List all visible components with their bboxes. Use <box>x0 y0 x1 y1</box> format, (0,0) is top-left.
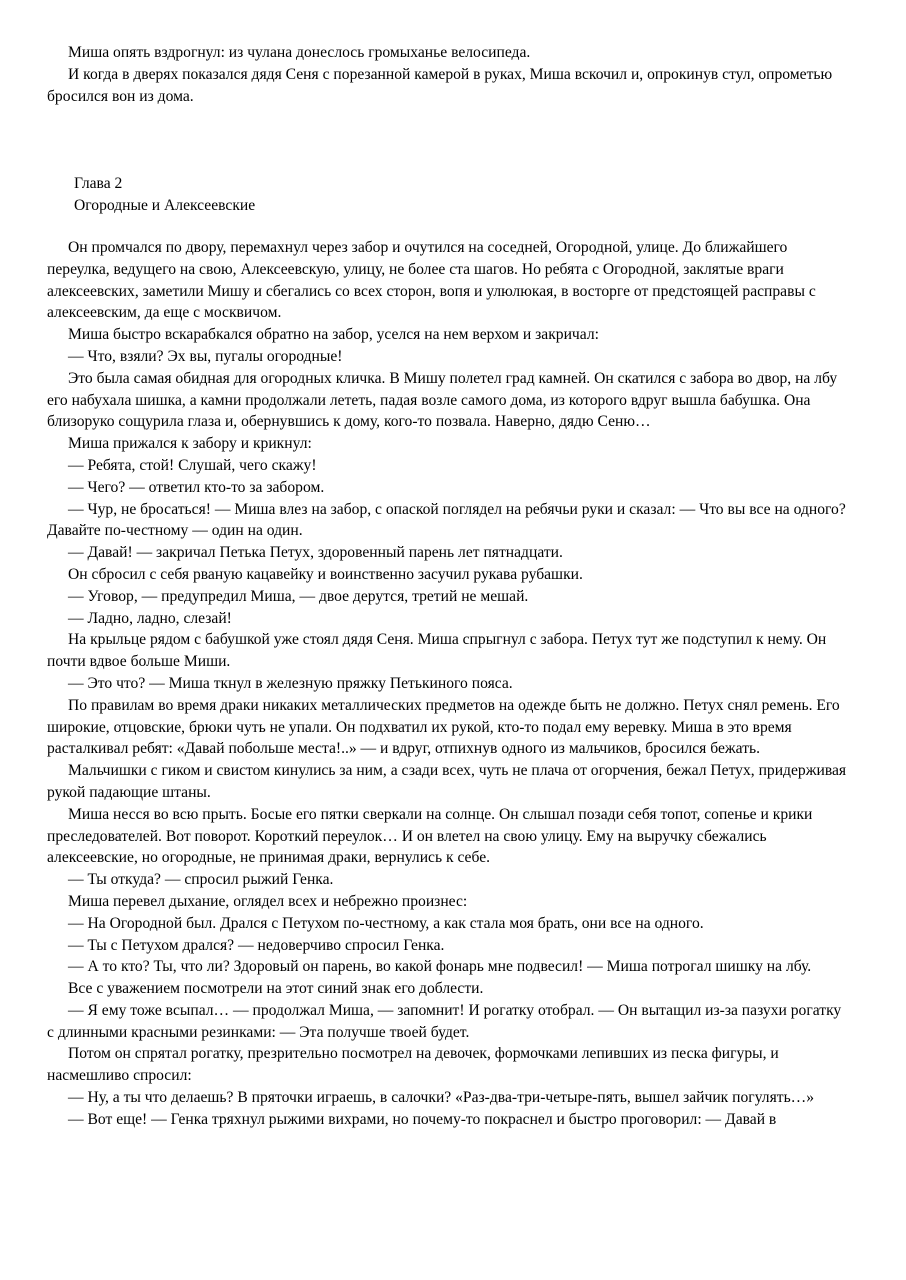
paragraph: — Давай! — закричал Петька Петух, здоровенный парень лет пятнадцати. <box>68 544 563 562</box>
paragraph: — На Огородной был. Дрался с Петухом по-честному, а как стала моя брать, они все на одного. <box>68 914 704 932</box>
paragraph: — Ты с Петухом дрался? — недоверчиво спросил Генка. <box>68 936 445 954</box>
paragraph: Это была самая обидная для огородных кличка. В Мишу полетел град камней. Он скатился с забора во двор, на лбу его набухала шишка, а камни продолжали лететь, падая возле самого дома, из которого вдруг вышла бабушка. Она близоруко сощурила глаза и, обернувшись к дому, кого-то позвала. Наверно, дядю Сеню… <box>47 369 838 431</box>
paragraph: Миша несся во всю прыть. Босые его пятки сверкали на солнце. Он слышал позади себя топот, сопенье и крики преследователей. Вот поворот. Короткий переулок… И он влетел на свою улицу. Ему на выручку сбежались алексеевские, но огородные, не принимая драки, вернулись к себе. <box>47 805 813 867</box>
paragraph: — Ну, а ты что делаешь? В пряточки играешь, в салочки? «Раз-два-три-четыре-пять, вышел зайчик погулять…» <box>68 1089 815 1107</box>
top-text-block <box>47 42 852 107</box>
paragraph: И когда в дверях показался дядя Сеня с порезанной камерой в руках, Миша вскочил и, опрокинув стул, опрометью бросился вон из дома. <box>47 65 833 105</box>
paragraph: — Ладно, ладно, слезай! <box>68 609 232 627</box>
paragraph: Потом он спрятал рогатку, презрительно посмотрел на девочек, формочками лепивших из песка фигуры, и насмешливо спросил: <box>47 1045 779 1085</box>
chapter-number: Глава 2 <box>74 175 123 192</box>
paragraph: По правилам во время драки никаких металлических предметов на одежде быть не должно. Петух снял ремень. Его широкие, отцовские, брюки чуть не упали. Он подхватил их рукой, кто-то подал ему веревку. Миша в это время расталкивал ребят: «Давай побольше места!..» — и вдруг, отпихнув одного из мальчиков, бросился бежать. <box>47 696 840 758</box>
paragraph: Он промчался по двору, перемахнул через забор и очутился на соседней, Огородной, улице. До ближайшего переулка, ведущего на свою, Алексеевскую, улицу, не более ста шагов. Но ребята с Огородной, заклятые враги алексеевских, заметили Мишу и сбегались со всех сторон, вопя и улюлюкая, в восторге от предстоящей расправы с алексеевским, да еще с москвичом. <box>47 239 816 322</box>
paragraph: Миша перевел дыхание, оглядел всех и небрежно произнес: <box>68 892 468 910</box>
paragraph: Миша прижался к забору и крикнул: <box>68 435 312 453</box>
paragraph: — Уговор, — предупредил Миша, — двое дерутся, третий не мешай. <box>68 587 529 605</box>
paragraph: — Это что? — Миша ткнул в железную пряжку Петькиного пояса. <box>68 674 513 692</box>
paragraph: — Ты откуда? — спросил рыжий Генка. <box>68 871 334 889</box>
paragraph: Все с уважением посмотрели на этот синий знак его доблести. <box>68 980 484 998</box>
chapter-title: Огородные и Алексеевские <box>74 196 256 214</box>
paragraph: — Я ему тоже всыпал… — продолжал Миша, — запомнит! И рогатку отобрал. — Он вытащил из-за пазухи рогатку с длинными красными резинками: — Эта получше твоей будет. <box>47 1001 842 1041</box>
paragraph: — А то кто? Ты, что ли? Здоровый он парень, во какой фонарь мне подвесил! — Миша потрогал шишку на лбу. <box>68 958 812 976</box>
paragraph: — Вот еще! — Генка тряхнул рыжими вихрами, но почему-то покраснел и быстро проговорил: — Давай в <box>68 1110 777 1128</box>
paragraph: — Что, взяли? Эх вы, пугалы огородные! <box>68 347 343 365</box>
paragraph: Миша быстро вскарабкался обратно на забор, уселся на нем верхом и закричал: <box>68 326 599 344</box>
chapter-body <box>47 237 852 1131</box>
paragraph: — Ребята, стой! Слушай, чего скажу! <box>68 456 317 474</box>
paragraph: На крыльце рядом с бабушкой уже стоял дядя Сеня. Миша спрыгнул с забора. Петух тут же подступил к нему. Он почти вдвое больше Миши. <box>47 631 827 671</box>
paragraph: Он сбросил с себя рваную кацавейку и воинственно засучил рукава рубашки. <box>68 565 583 583</box>
paragraph: Мальчишки с гиком и свистом кинулись за ним, а сзади всех, чуть не плача от огорчения, бежал Петух, придерживая рукой падающие штаны. <box>47 762 847 801</box>
paragraph: — Чур, не бросаться! — Миша влез на забор, с опаской поглядел на ребячьи руки и сказал: — Что вы все на одного? Давайте по-честному — один на один. <box>47 500 846 540</box>
chapter-heading <box>74 173 255 217</box>
paragraph: — Чего? — ответил кто-то за забором. <box>68 478 325 496</box>
paragraph: Миша опять вздрогнул: из чулана донеслось громыханье велосипеда. <box>68 44 531 61</box>
